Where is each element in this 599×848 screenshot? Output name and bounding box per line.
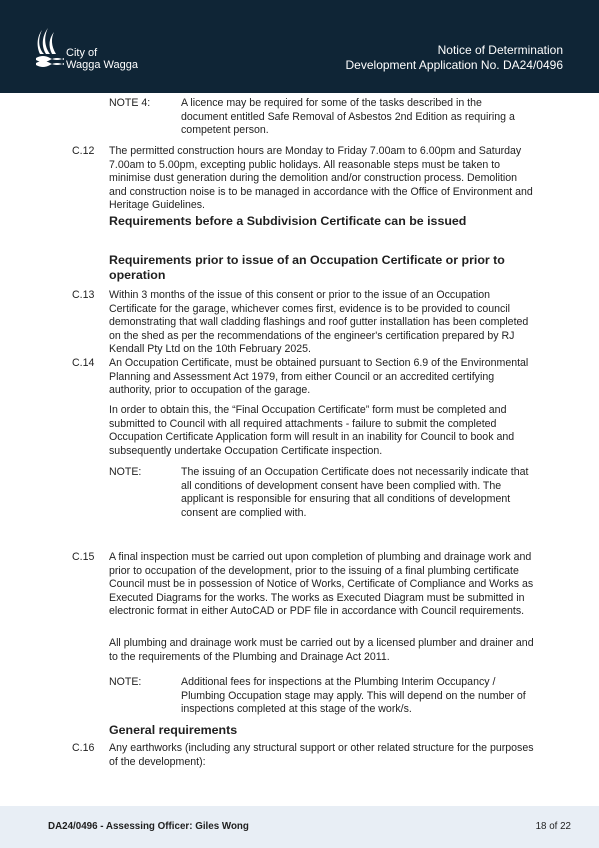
footer-reference: DA24/0496 - Assessing Officer: Giles Wong — [48, 821, 249, 832]
condition-text-c15: A final inspection must be carried out upon completion of plumbing and drainage work and prior to occupation of the development, prior to the issuing of a final plumbing certificate Council must be in possession of Notice of Works, Certificate of Compliance and Works as Executed Diagrams for the works. The works as Executed Diagram must be submitted in electronic format in either AutoCAD or PDF file in accordance with Council requirements. — [109, 551, 534, 618]
condition-number-c16: C.16 — [72, 742, 95, 754]
crest-icon — [36, 28, 64, 68]
condition-number-c15: C.15 — [72, 551, 95, 563]
c14-note-label: NOTE: — [109, 466, 142, 478]
header-title: Notice of Determination — [437, 43, 563, 57]
page-header — [0, 0, 599, 93]
c15-note-text: Additional fees for inspections at the Plumbing Interim Occupancy / Plumbing Occupation stage may apply. This will depend on the number of inspections completed at this stage of the work/s. — [181, 676, 526, 716]
note4-label: NOTE 4: — [109, 97, 151, 109]
heading-general: General requirements — [109, 723, 238, 737]
page-footer — [0, 806, 599, 848]
c15-note-label: NOTE: — [109, 676, 142, 688]
header-title-block — [346, 43, 563, 73]
condition-number-c12: C.12 — [72, 145, 95, 157]
logo-line-1: City of — [66, 47, 98, 59]
condition-text-c12: The permitted construction hours are Monday to Friday 7.00am to 6.00pm and Saturday 7.00am to 5.00pm, excepting public holidays. All reasonable steps must be taken to minimise dust generation during the demolition and/or construction process. Demolition and construction noise is to be managed in accordance with the Office of Environment and Heritage Guidelines. — [109, 145, 533, 212]
condition-text-c15-para2: All plumbing and drainage work must be carried out by a licensed plumber and drainer and to the requirements of the Plumbing and Drainage Act 2011. — [109, 637, 534, 663]
logo-line-2: Wagga Wagga — [66, 59, 138, 71]
condition-text-c13: Within 3 months of the issue of this consent or prior to the issue of an Occupation Certificate for the garage, whichever comes first, evidence is to be provided to council demonstrating that wall cladding flashings and roof gutter installation has been completed on the shed as per the recommendations of the engineer's certification prepared by RJ Kendall Pty Ltd on the 10th February 2025. — [109, 289, 529, 356]
heading-occupation: Requirements prior to issue of an Occupation Certificate or prior to operation — [109, 253, 505, 282]
page-number: 18 of 22 — [535, 821, 571, 832]
council-name — [66, 47, 138, 71]
heading-subdivision: Requirements before a Subdivision Certificate can be issued — [109, 214, 467, 228]
header-subtitle: Development Application No. DA24/0496 — [345, 58, 563, 72]
condition-text-c14: An Occupation Certificate, must be obtained pursuant to Section 6.9 of the Environmental Planning and Assessment Act 1979, from either Council or an accredited certifying authority, prior to occupation of the garage. — [109, 357, 529, 397]
condition-number-c14: C.14 — [72, 357, 95, 369]
condition-number-c13: C.13 — [72, 289, 95, 301]
council-logo — [36, 28, 146, 76]
note4-text: A licence may be required for some of the tasks described in the document entitled Safe Removal of Asbestos 2nd Edition as requiring a competent person. — [181, 97, 515, 137]
c14-note-text: The issuing of an Occupation Certificate does not necessarily indicate that all conditions of development consent have been complied with. The applicant is responsible for ensuring that all conditions of development consent are complied with. — [181, 466, 529, 519]
condition-text-c16: Any earthworks (including any structural support or other related structure for the purposes of the development): — [109, 742, 534, 768]
condition-text-c14-para2: In order to obtain this, the “Final Occupation Certificate” form must be completed and submitted to Council with all required attachments - failure to submit the completed Occupation Certificate Application form will result in an inability for Council to book and subsequently undertake Occupation Certificate inspection. — [109, 404, 515, 457]
